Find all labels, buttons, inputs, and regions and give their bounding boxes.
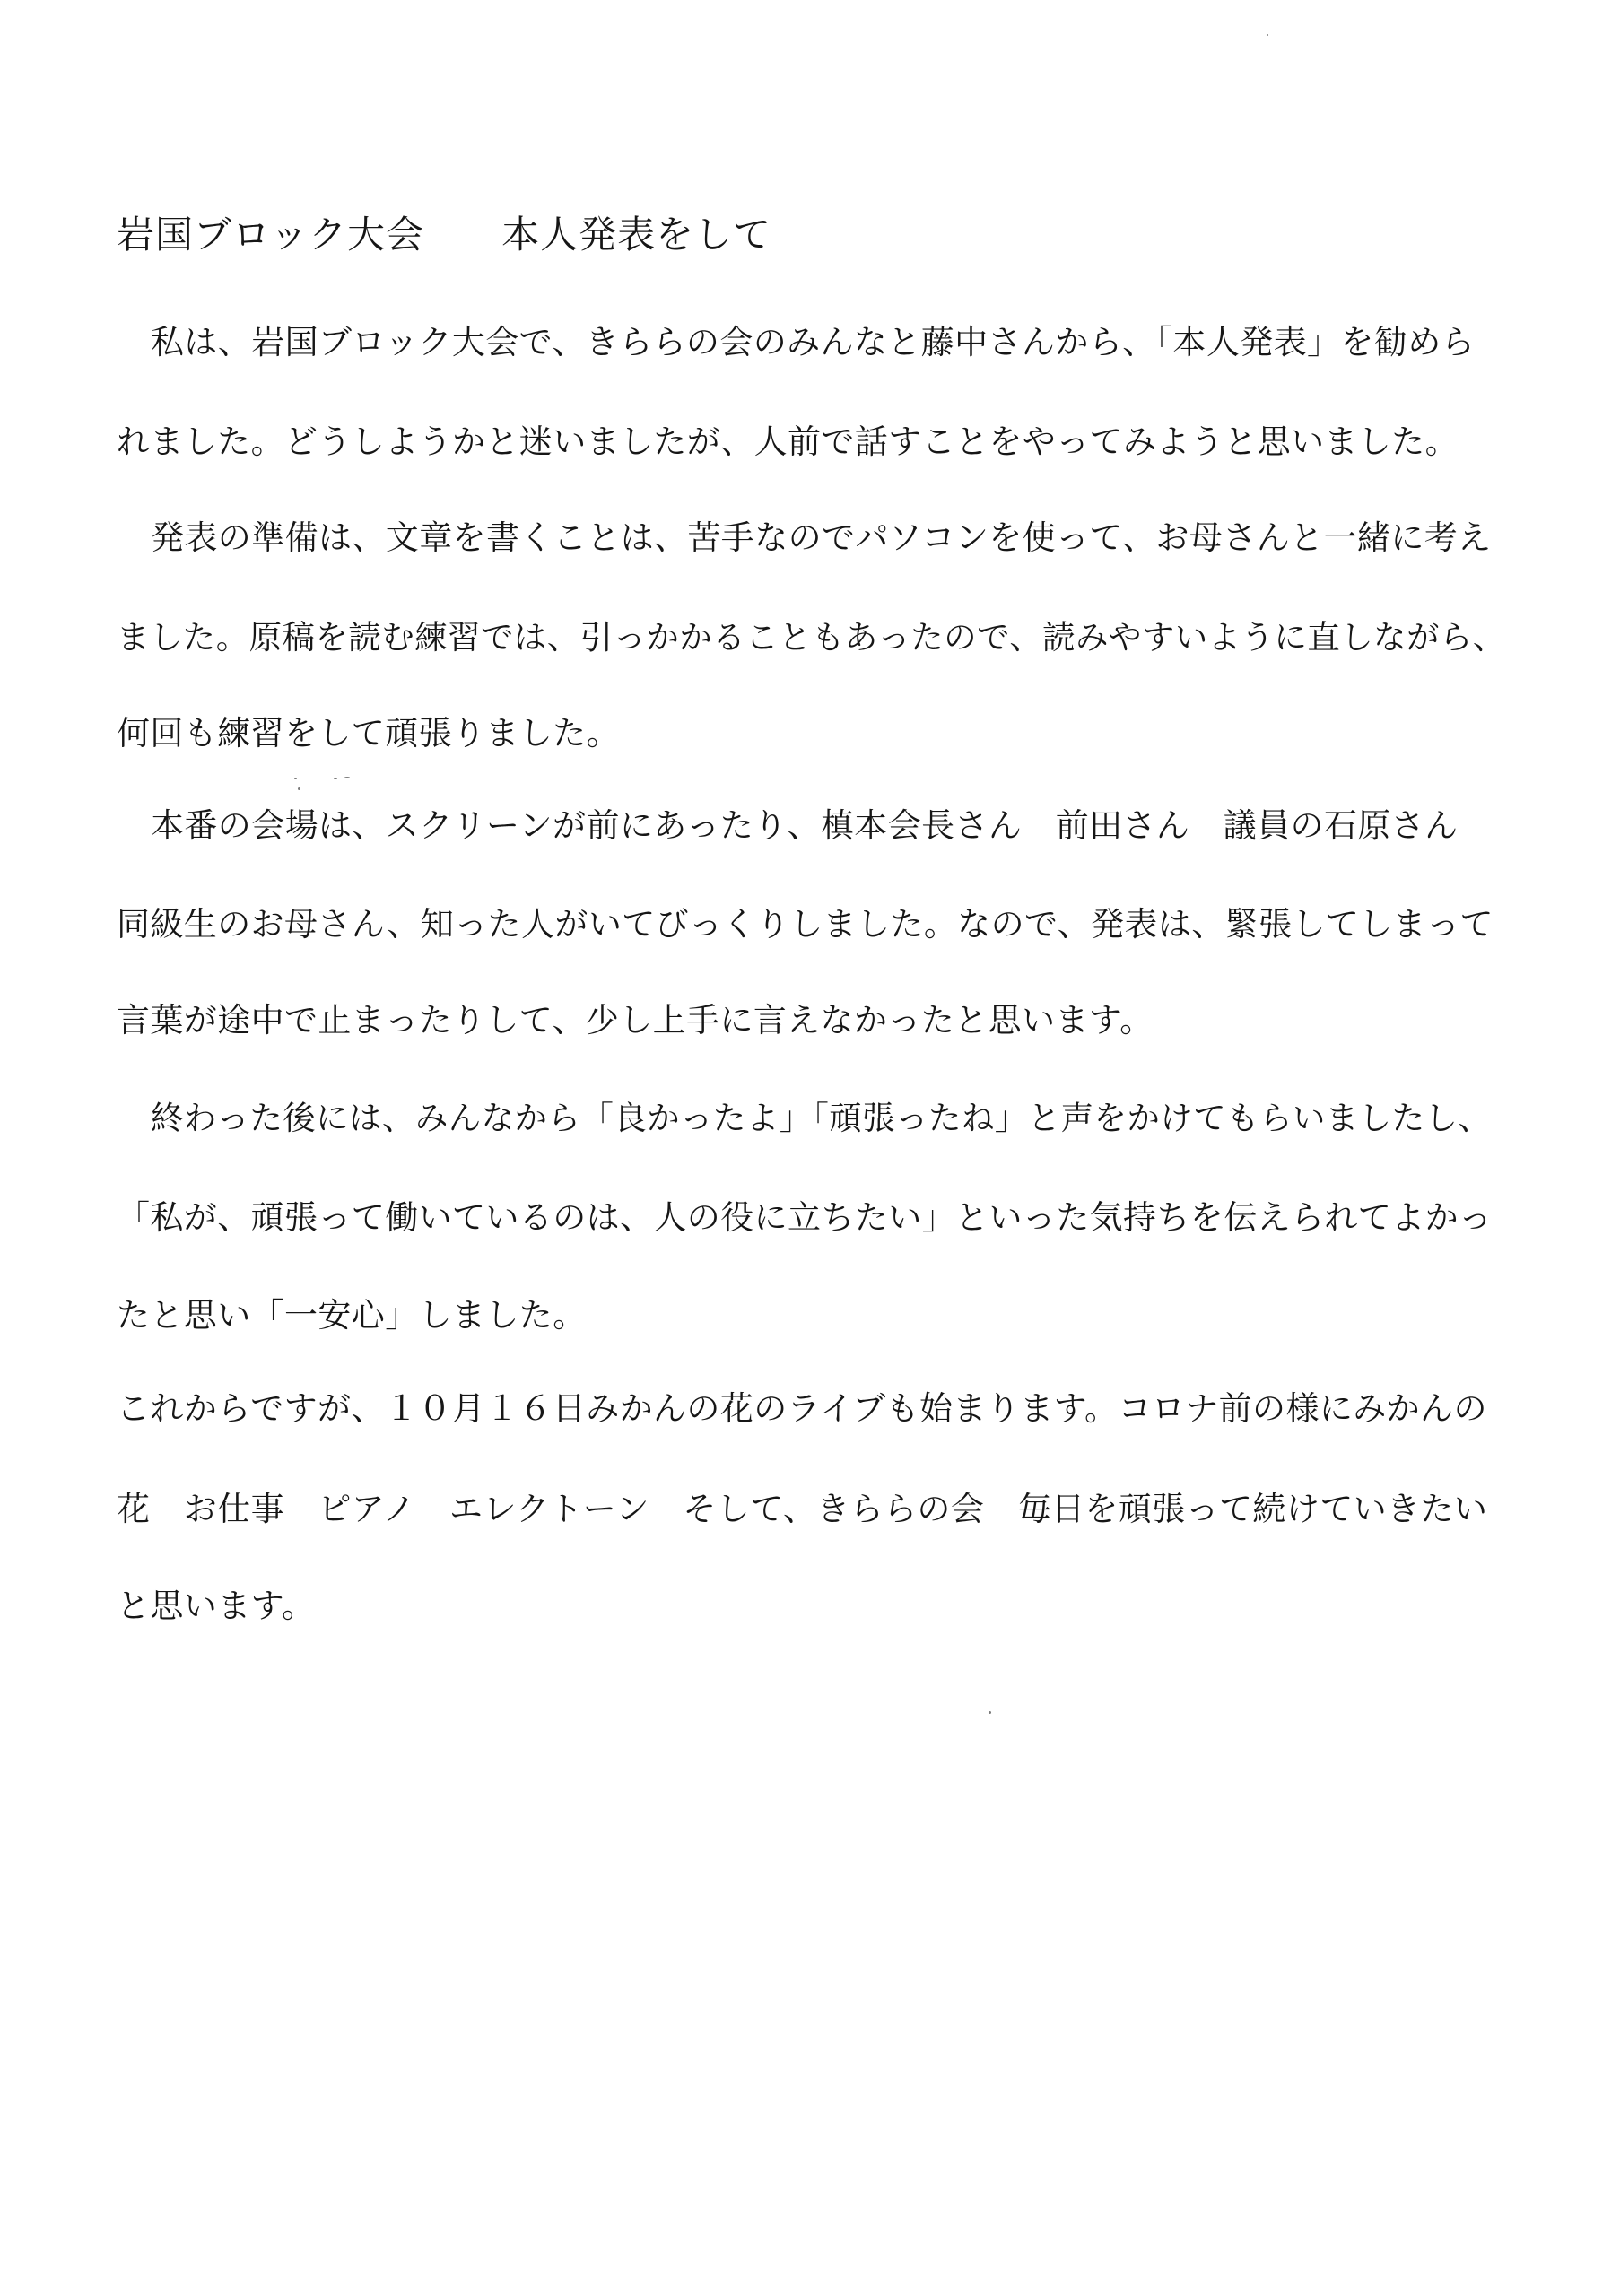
title-event: 岩国ブロック大会 xyxy=(117,213,425,257)
paragraph-line: 終わった後には、みんなから「良かったよ」「頑張ったね」と声をかけてもらいましたし、 xyxy=(151,1099,1492,1137)
paragraph-line: たと思い「一安心」しました。 xyxy=(117,1296,587,1335)
paragraph-line: 私は、岩国ブロック大会で、きららの会のみんなと藤中さんから、「本人発表」を勧めら xyxy=(151,323,1476,361)
paragraph-line: 「私が、頑張って働いているのは、人の役に立ちたい」といった気持ちを伝えられてよかっ xyxy=(117,1198,1493,1237)
paragraph-line: 同級生のお母さん、知った人がいてびっくりしました。なので、発表は、緊張してしまって xyxy=(117,905,1494,944)
scan-speck xyxy=(298,787,300,790)
paragraph-line: 言葉が途中で止まったりして、少し上手に言えなかったと思います。 xyxy=(117,1001,1154,1039)
paragraph-line: 発表の準備は、文章を書くことは、苦手なのでパソコンを使って、お母さんと一緒に考え xyxy=(151,518,1492,557)
paragraph-line: 花 お仕事 ピアノ エレクトーン そして、きららの会 毎日を頑張って続けていきたい xyxy=(117,1490,1488,1528)
paragraph-line: 本番の会場は、スクリーンが前にあったり、槙本会長さん 前田さん 議員の石原さん xyxy=(151,806,1459,845)
scan-speck xyxy=(344,777,350,778)
document-title xyxy=(117,208,771,262)
scan-speck xyxy=(1267,34,1268,36)
title-subject: 本人発表をして xyxy=(501,213,772,257)
scan-speck xyxy=(294,778,297,779)
paragraph-line: これからですが、１０月１６日みかんの花のライブも始まります。コロナ前の様にみかんの xyxy=(117,1389,1487,1428)
scan-speck xyxy=(334,778,337,779)
scan-speck xyxy=(989,1711,991,1714)
paragraph-line: れました。どうしようかと迷いましたが、人前で話すことをやってみようと思いました。 xyxy=(117,422,1459,461)
paragraph-line: 何回も練習をして頑張りました。 xyxy=(117,714,620,752)
paragraph-line: と思います。 xyxy=(117,1587,316,1625)
paragraph-line: ました。原稿を読む練習では、引っかかることもあったので、読みやすいように直しながら、 xyxy=(117,618,1506,657)
